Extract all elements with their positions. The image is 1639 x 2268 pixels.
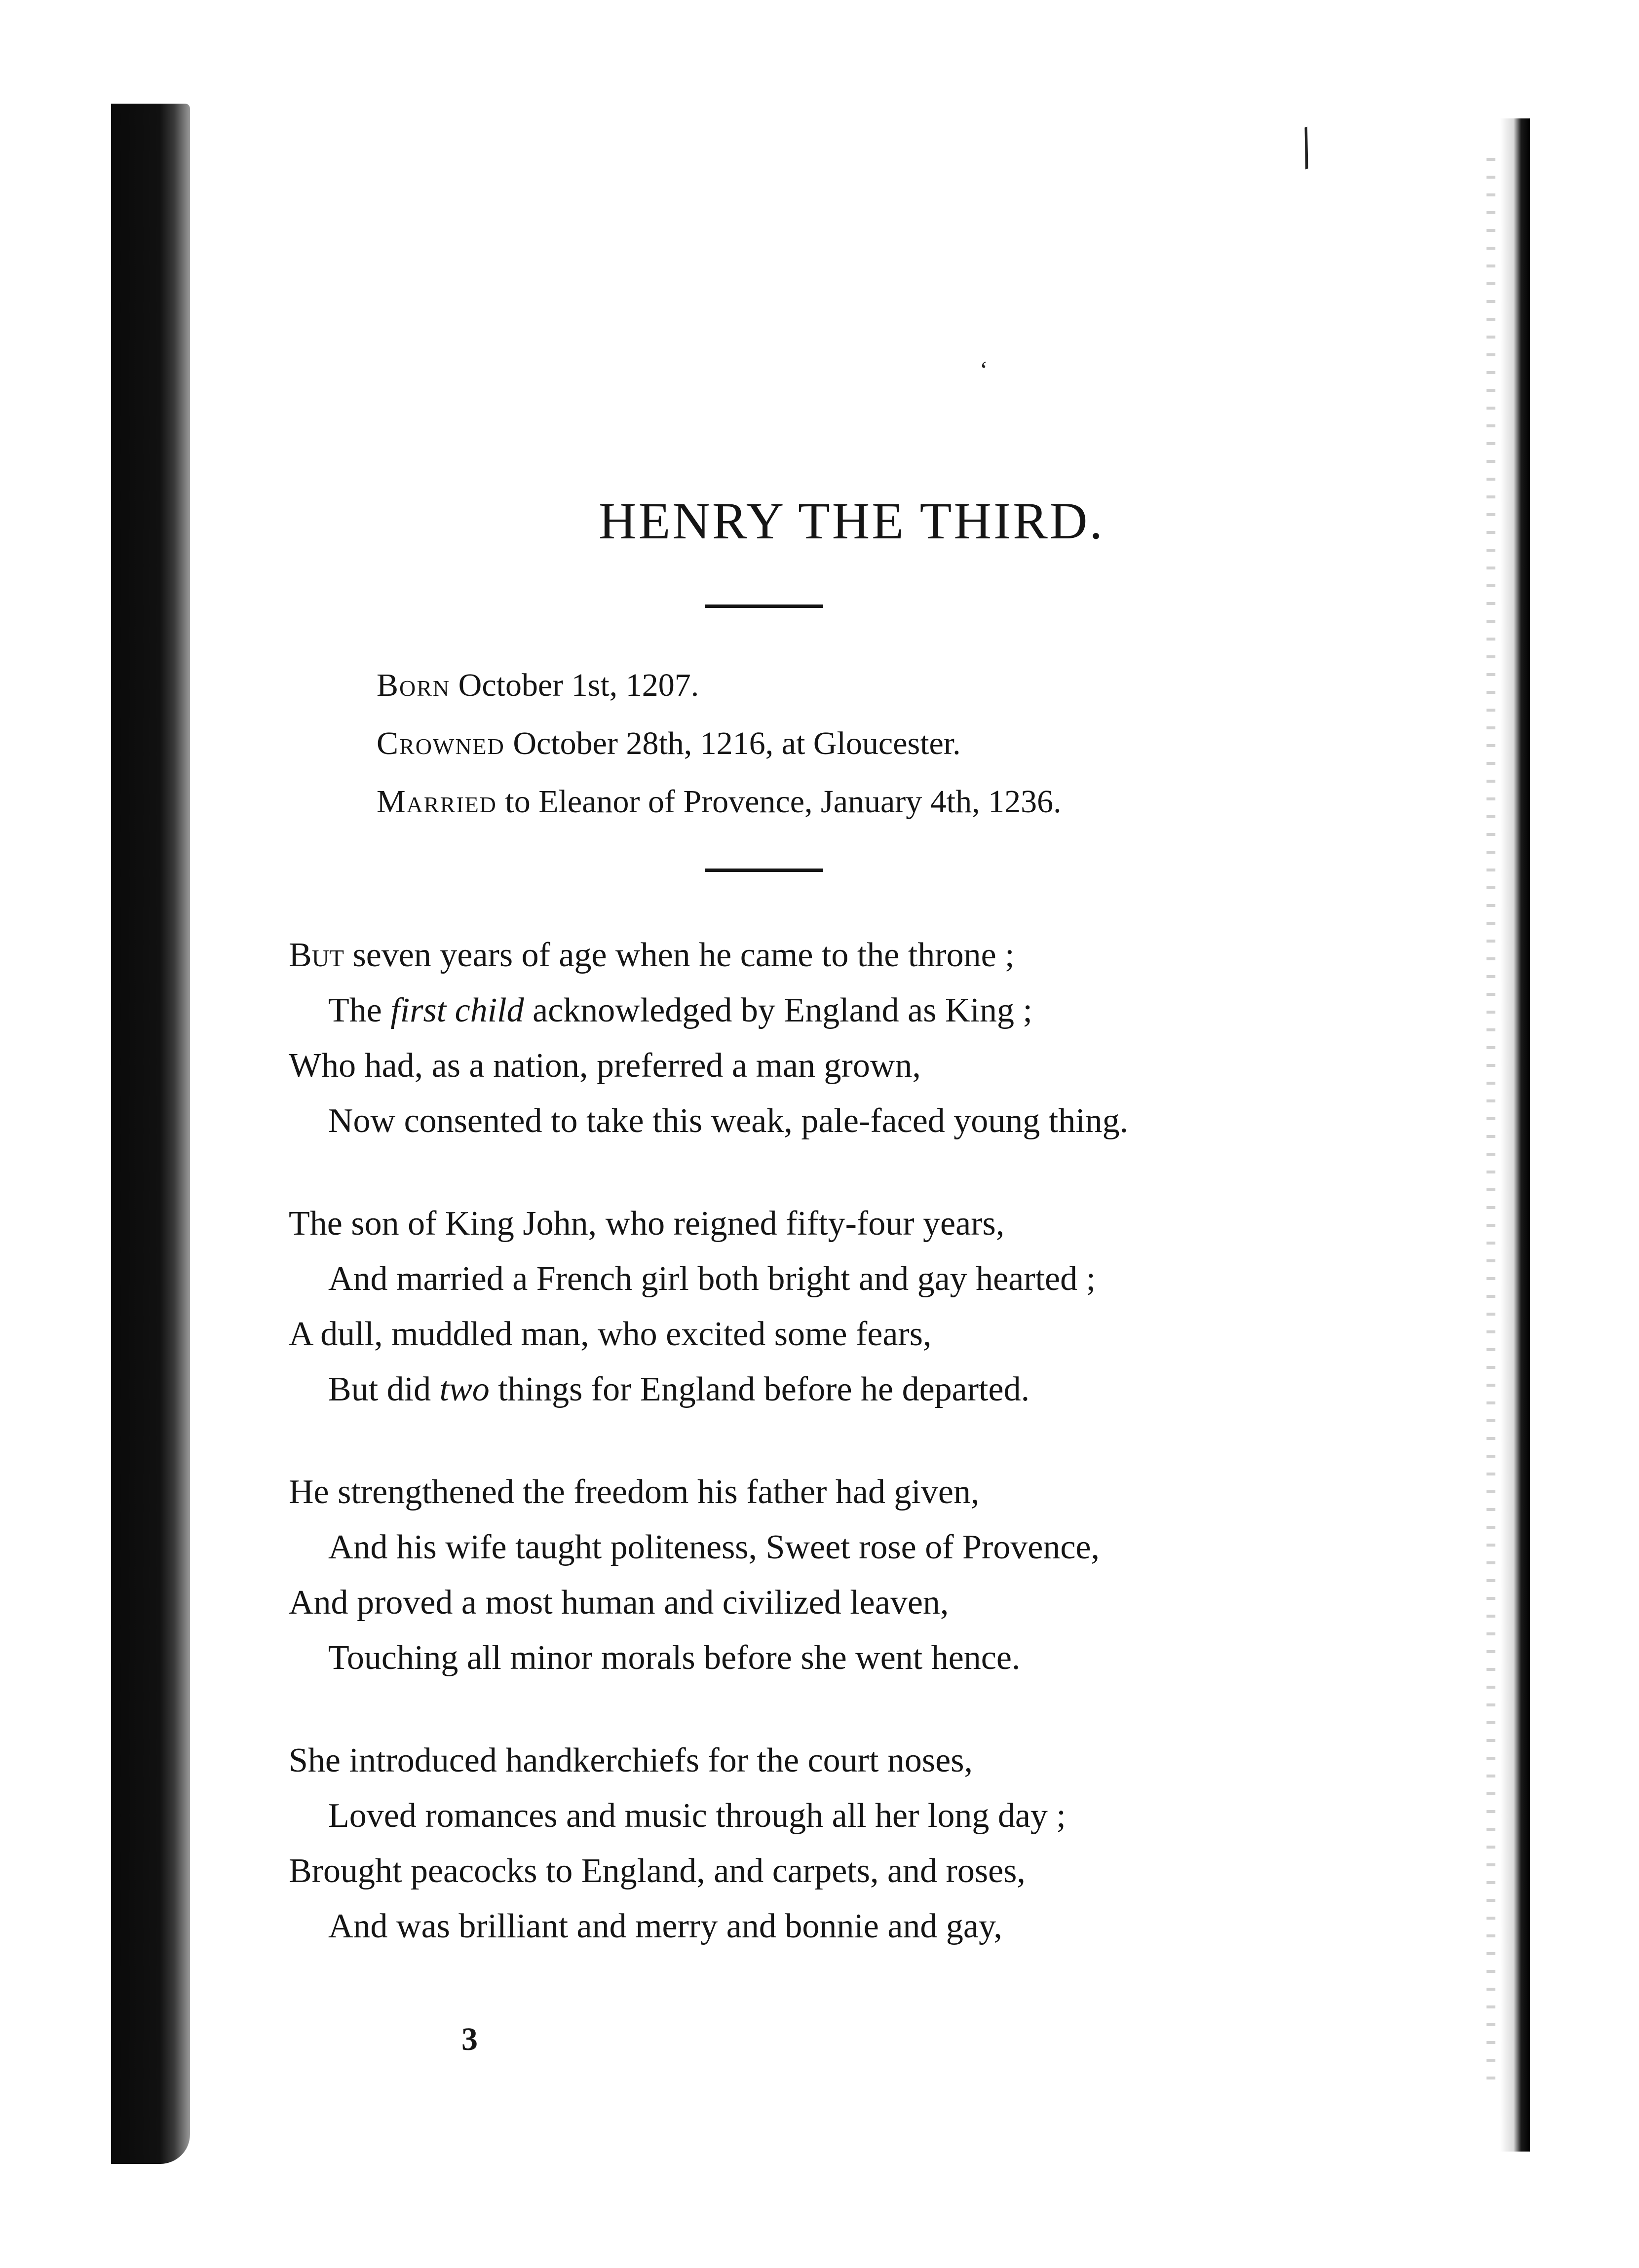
poem-line <box>289 1362 1128 1417</box>
stanza <box>289 928 1128 1149</box>
poem-line: Who had, as a nation, preferred a man grown, <box>289 1047 921 1085</box>
poem-line-text: seven years of age when he came to the throne ; <box>344 936 1015 974</box>
page-edge-left <box>111 104 190 2164</box>
poem-line-text: But did <box>328 1370 440 1408</box>
page-number: 3 <box>461 2021 478 2057</box>
born-text: October 1st, 1207. <box>450 667 699 703</box>
poem <box>289 928 1128 2002</box>
poem-line <box>289 983 1128 1038</box>
poem-line <box>289 928 1128 983</box>
married-label: Married <box>377 784 497 820</box>
title-rule <box>705 605 823 608</box>
poem-line: Loved romances and music through all her long day ; <box>328 1797 1066 1835</box>
emphasis: two <box>439 1370 490 1408</box>
crowned-label: Crowned <box>377 725 505 761</box>
stanza <box>289 1465 1128 1686</box>
married-line <box>377 773 1062 831</box>
crowned-text: October 28th, 1216, at Gloucester. <box>504 725 961 761</box>
poem-line-text: things for England before he departed. <box>489 1370 1030 1408</box>
poem-line: And proved a most human and civilized leaven, <box>289 1584 949 1622</box>
born-label: Born <box>377 667 451 703</box>
stanza <box>289 1733 1128 1954</box>
poem-line: She introduced handkerchiefs for the court noses, <box>289 1741 973 1779</box>
scan-mark: ‘ <box>980 356 988 383</box>
married-text: to Eleanor of Provence, January 4th, 1236. <box>496 784 1062 820</box>
emphasis: first child <box>390 991 524 1029</box>
poem-line: And his wife taught politeness, Sweet rose of Provence, <box>328 1528 1100 1566</box>
poem-line-text: The <box>328 991 391 1029</box>
stanza <box>289 1196 1128 1417</box>
page-title: HENRY THE THIRD. <box>599 492 1105 550</box>
poem-line: Touching all minor morals before she went hence. <box>328 1639 1021 1677</box>
page-edge-speckle <box>1487 158 1495 2082</box>
poem-line: Brought peacocks to England, and carpets, and roses, <box>289 1852 1026 1890</box>
scan-mark: / <box>1287 113 1325 181</box>
poem-line: The son of King John, who reigned fifty-four years, <box>289 1205 1005 1243</box>
poem-line: And was brilliant and merry and bonnie and gay, <box>328 1907 1002 1945</box>
poem-line-text: acknowledged by England as King ; <box>524 991 1032 1029</box>
poem-line: Now consented to take this weak, pale-faced young thing. <box>328 1102 1129 1140</box>
poem-line: And married a French girl both bright and gay hearted ; <box>328 1260 1096 1298</box>
born-line <box>377 656 1062 715</box>
page-edge-right <box>1500 118 1530 2152</box>
section-rule <box>705 869 823 872</box>
poem-line: A dull, muddled man, who excited some fears, <box>289 1315 932 1353</box>
crowned-line <box>377 715 1062 773</box>
poem-line: He strengthened the freedom his father had given, <box>289 1473 980 1511</box>
biography-block <box>377 656 1062 831</box>
drop-word: But <box>289 936 344 974</box>
